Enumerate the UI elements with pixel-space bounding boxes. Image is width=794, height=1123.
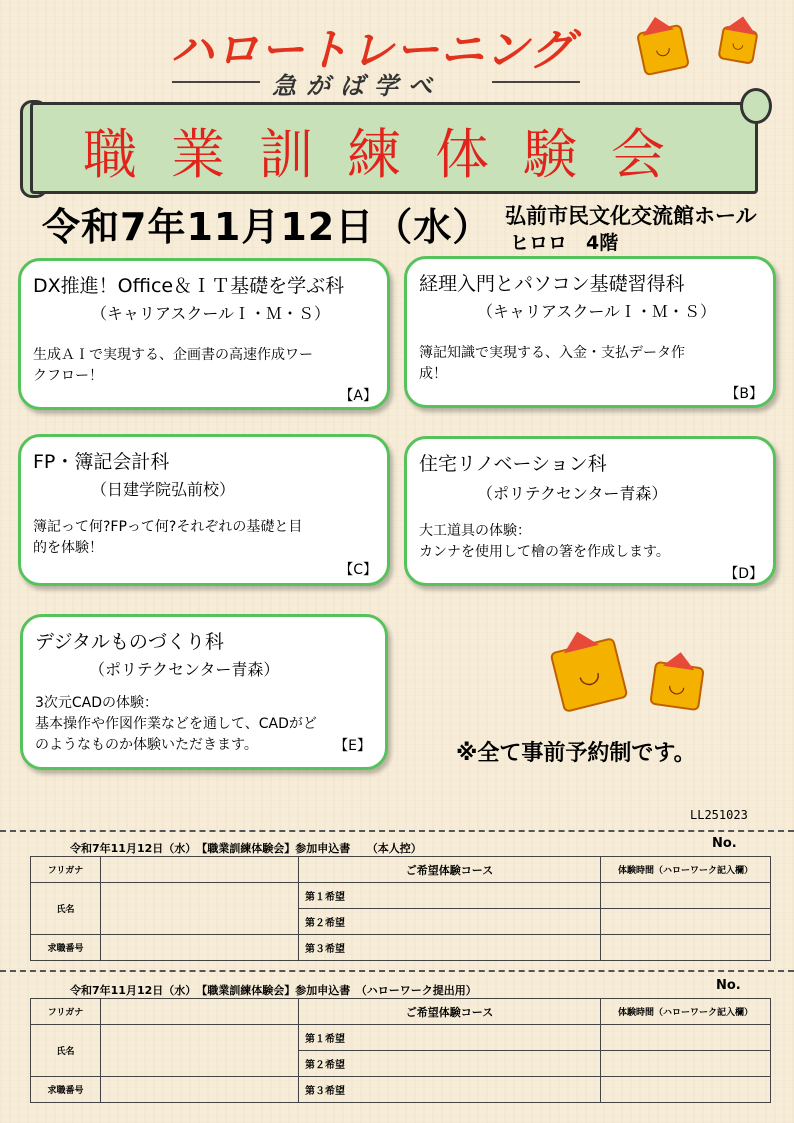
time-field-1[interactable] — [601, 883, 771, 909]
course-card-e — [20, 614, 388, 770]
name-label: 氏名 — [31, 883, 101, 935]
course-school: （キャリアスクールＩ・Ｍ・Ｓ） — [477, 302, 717, 321]
application-form-submit — [30, 998, 771, 1103]
choice-1-field[interactable]: 第１希望 — [299, 883, 601, 909]
event-date: 令和7年11月12日（水） — [42, 205, 492, 249]
venue-name: 弘前市民文化交流館ホール — [505, 204, 757, 228]
course-school: （ポリテクセンター青森） — [89, 660, 280, 679]
course-tag: 【D】 — [724, 566, 763, 582]
tagline-rule-right — [492, 81, 580, 83]
time-field-2[interactable] — [601, 1051, 771, 1077]
reservation-note: ※全て事前予約制です。 — [456, 741, 696, 766]
application-form-copy — [30, 856, 771, 961]
course-school: （ポリテクセンター青森） — [477, 484, 668, 503]
choice-2-field[interactable]: 第２希望 — [299, 1051, 601, 1077]
furigana-field[interactable] — [101, 857, 299, 883]
course-description: 簿記知識で実現する、入金・支払データ作 成！ — [419, 345, 685, 382]
mascot-face-icon: ◡ — [667, 672, 687, 698]
course-title: 経理入門とパソコン基礎習得科 — [419, 273, 685, 295]
form-number-label: No. — [712, 836, 737, 851]
time-field-3[interactable] — [601, 1077, 771, 1103]
time-field-1[interactable] — [601, 1025, 771, 1051]
mascot-icon — [549, 637, 628, 713]
cut-line — [0, 830, 794, 832]
mascot-face-icon: ◡ — [575, 657, 603, 692]
course-tag: 【B】 — [725, 386, 763, 402]
jobseeker-field[interactable] — [101, 935, 299, 961]
choice-3-field[interactable]: 第３希望 — [299, 935, 601, 961]
choice-3-field[interactable]: 第３希望 — [299, 1077, 601, 1103]
course-header: ご希望体験コース — [299, 999, 601, 1025]
course-description: 生成ＡＩで実現する、企画書の高速作成ワー クフロー！ — [33, 347, 313, 384]
course-school: （キャリアスクールＩ・Ｍ・Ｓ） — [91, 304, 331, 323]
tagline-text: 急がば学べ — [272, 72, 442, 100]
course-tag: 【C】 — [339, 562, 377, 578]
course-description: 3次元CADの体験： 基本操作や作図作業などを通して、CADがど のようなものか体験いただきます。 — [35, 695, 317, 753]
course-header: ご希望体験コース — [299, 857, 601, 883]
course-card-d — [404, 436, 776, 586]
mascot-icon — [636, 24, 690, 77]
furigana-label: フリガナ — [31, 999, 101, 1025]
course-title: デジタルものづくり科 — [35, 631, 224, 653]
choice-1-field[interactable]: 第１希望 — [299, 1025, 601, 1051]
mascot-face-icon: ◡ — [731, 35, 745, 53]
jobseeker-label: 求職番号 — [31, 1077, 101, 1103]
name-label: 氏名 — [31, 1025, 101, 1077]
course-card-c — [18, 434, 390, 586]
time-field-2[interactable] — [601, 909, 771, 935]
course-tag: 【A】 — [339, 388, 377, 404]
mascot-small-icon — [649, 661, 705, 712]
tagline — [172, 68, 602, 100]
name-field[interactable] — [101, 883, 299, 935]
course-card-a — [18, 258, 390, 410]
choice-2-field[interactable]: 第２希望 — [299, 909, 601, 935]
time-field-3[interactable] — [601, 935, 771, 961]
time-header: 体験時間（ハローワーク記入欄） — [601, 857, 771, 883]
document-code: LL251023 — [690, 808, 748, 822]
course-title: FP・簿記会計科 — [33, 451, 170, 473]
form-heading: 令和7年11月12日（水） 【職業訓練体験会】参加申込書 （ハローワーク提出用） — [70, 984, 477, 997]
course-title: 住宅リノベーション科 — [419, 453, 607, 475]
furigana-field[interactable] — [101, 999, 299, 1025]
brand-title: ハロートレーニング — [170, 25, 575, 76]
jobseeker-field[interactable] — [101, 1077, 299, 1103]
event-title: 職業訓練体験会 — [83, 123, 699, 186]
furigana-label: フリガナ — [31, 857, 101, 883]
venue-floor: ヒロロ 4階 — [510, 232, 619, 254]
mascot-face-icon: ◡ — [653, 36, 672, 61]
tagline-rule-left — [172, 81, 260, 83]
course-tag: 【E】 — [334, 738, 371, 754]
name-field[interactable] — [101, 1025, 299, 1077]
time-header: 体験時間（ハローワーク記入欄） — [601, 999, 771, 1025]
form-heading: 令和7年11月12日（水） 【職業訓練体験会】参加申込書 （本人控） — [70, 842, 422, 855]
course-description: 大工道具の体験： カンナを使用して檜の箸を作成します。 — [419, 523, 670, 560]
form-number-label: No. — [716, 978, 741, 993]
cut-line — [0, 970, 794, 972]
jobseeker-label: 求職番号 — [31, 935, 101, 961]
course-card-b — [404, 256, 776, 408]
mascot-small-icon — [717, 25, 758, 65]
course-title: DX推進！Office＆ＩＴ基礎を学ぶ科 — [33, 275, 345, 297]
course-school: （日建学院弘前校） — [91, 480, 236, 499]
course-description: 簿記って何?FPって何?それぞれの基礎と目 的を体験！ — [33, 519, 303, 556]
